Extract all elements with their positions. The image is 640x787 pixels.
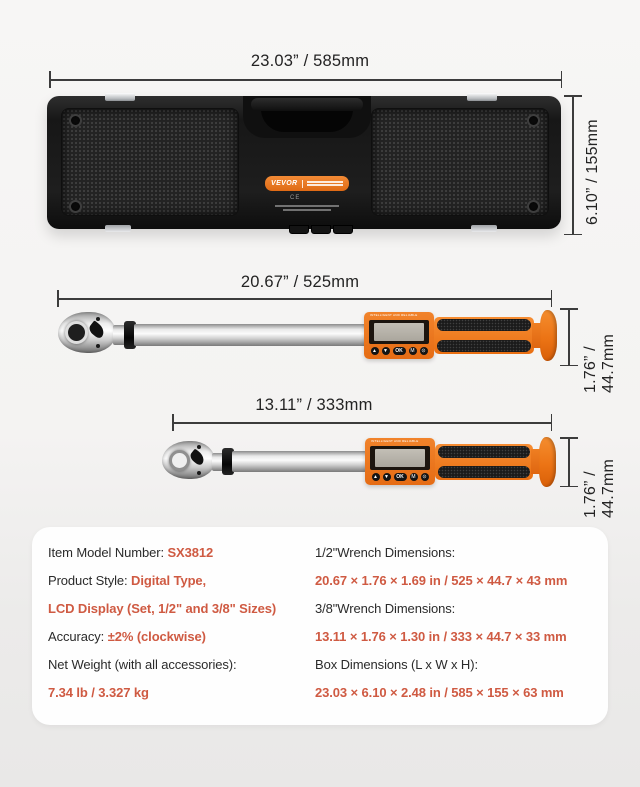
down-button: ▼ [384,474,389,480]
ok-button: OK [394,473,407,481]
display-button-row [370,473,430,481]
spec-row-half-wrench-label [315,545,455,560]
dim-tick [560,308,578,310]
digital-display-unit [364,312,434,359]
grip-rubber-bottom [437,340,531,352]
fine-print-line [283,209,331,211]
spec-text-segment: 7.34 lb / 3.327 kg [48,685,149,700]
wrench-shaft [232,451,366,472]
case-foot [471,225,497,232]
lcd-bezel [369,320,429,344]
power-button: ⊙ [421,348,426,354]
large-wrench-length-label: 20.67” / 525mm [240,273,360,291]
case-texture-panel-right [371,108,549,216]
dim-tick [172,414,174,431]
spec-row-weight-value [48,685,149,700]
spec-row-weight-label [48,657,237,672]
head-pin [96,317,100,321]
ce-mark: CE [290,195,301,201]
dim-tick [49,71,51,88]
brand-logo: VEVOR [271,180,298,187]
spec-text-segment: 3/8"Wrench Dimensions: [315,601,456,616]
brand-label [265,176,349,191]
spec-row-style-1 [48,573,206,588]
case-photo [47,96,561,229]
case-hinge [333,225,353,234]
spec-text-segment: Accuracy: [48,629,108,644]
dim-tick [564,234,582,236]
case-latch [467,93,497,101]
spec-text-segment: ±2% (clockwise) [107,629,206,644]
head-pin [197,471,201,475]
case-hinge [311,225,331,234]
dim-tick [560,437,578,439]
ratchet-head [162,441,215,479]
spec-text-segment: 23.03 × 6.10 × 2.48 in / 585 × 155 × 63 mm [315,685,564,700]
case-screw [69,200,82,213]
display-caption: INTELLIGENT AND RELIABLE [371,440,419,443]
display-caption: INTELLIGENT AND RELIABLE [370,314,418,317]
case-screw [527,200,540,213]
small-wrench-length-label: 13.11” / 333mm [255,396,373,414]
case-width-dimension-line [49,79,562,81]
handle-end-cap [539,437,556,487]
spec-row-half-wrench-value [315,573,567,588]
spec-row-model [48,545,213,560]
display-button-row [369,347,429,355]
spec-row-accuracy [48,629,206,644]
handle-end-cap [540,310,557,361]
drive-socket [169,450,190,471]
label-fine-print [307,180,343,188]
case-width-label: 23.03” / 585mm [250,52,370,70]
dim-tick [551,290,553,307]
carry-handle-icon [251,98,363,111]
spec-text-segment: 13.11 × 1.76 × 1.30 in / 333 × 44.7 × 33 mm [315,629,567,644]
spec-row-box-label [315,657,478,672]
spec-text-segment: Digital Type, [131,573,207,588]
small-wrench-height-label: 1.76” / 44.7mm [582,459,617,518]
lcd-screen [374,323,424,341]
grip-rubber-top [438,446,530,458]
dim-tick [560,486,578,488]
digital-display-unit [365,438,435,485]
head-pin [197,445,201,449]
label-divider [302,180,303,188]
dim-tick [551,414,553,431]
mode-button: M [410,348,415,354]
case-texture-panel-left [61,108,239,216]
case-latch [105,93,135,101]
drive-socket [65,321,88,344]
case-height-dimension-line [572,95,574,235]
spec-row-box-value [315,685,564,700]
case-screw [527,114,540,127]
handle-opening [261,109,353,132]
case-hinge [289,225,309,234]
spec-row-eighth-wrench-value [315,629,567,644]
mode-button: M [411,474,416,480]
up-button: ▲ [373,474,378,480]
ratchet-head [58,312,116,353]
case-foot [105,225,131,232]
large-wrench-height-label: 1.76” / 44.7mm [582,334,617,393]
small-wrench-length-dimension-line [172,422,552,424]
ok-button: OK [393,347,406,355]
grip-rubber-bottom [438,466,530,478]
spec-text-segment: 20.67 × 1.76 × 1.69 in / 525 × 44.7 × 43 mm [315,573,568,588]
spec-row-３eighth-wrench-label [315,601,455,616]
up-button: ▲ [372,348,377,354]
handle-grip [434,317,534,354]
dim-tick [57,290,59,307]
spec-text-segment: SX3812 [167,545,214,560]
spec-text-segment: 1/2"Wrench Dimensions: [315,545,456,560]
lcd-bezel [370,446,430,470]
case-height-label: 6.10” / 155mm [584,119,601,225]
spec-text-segment: Box Dimensions (L x W x H): [315,657,478,672]
direction-lever [188,449,207,467]
wrench-shaft [134,324,366,346]
small-wrench-height-dimension-line [568,437,570,487]
handle-grip [435,444,533,480]
spec-text-segment: Net Weight (with all accessories): [48,657,237,672]
dim-tick [561,71,563,88]
head-pin [96,344,100,348]
direction-lever [87,320,107,339]
fine-print-line [275,205,339,207]
spec-card [32,527,608,725]
down-button: ▼ [383,348,388,354]
spec-text-segment: Product Style: [48,573,132,588]
spec-row-style-2 [48,601,276,616]
large-wrench-length-dimension-line [57,298,552,300]
case-screw [69,114,82,127]
dim-tick [560,365,578,367]
grip-rubber-top [437,319,531,331]
power-button: ⊙ [422,474,427,480]
large-wrench-height-dimension-line [568,308,570,366]
spec-text-segment: Item Model Number: [48,545,168,560]
lcd-screen [375,449,425,467]
spec-text-segment: LCD Display (Set, 1/2" and 3/8" Sizes) [48,601,277,616]
dim-tick [564,95,582,97]
